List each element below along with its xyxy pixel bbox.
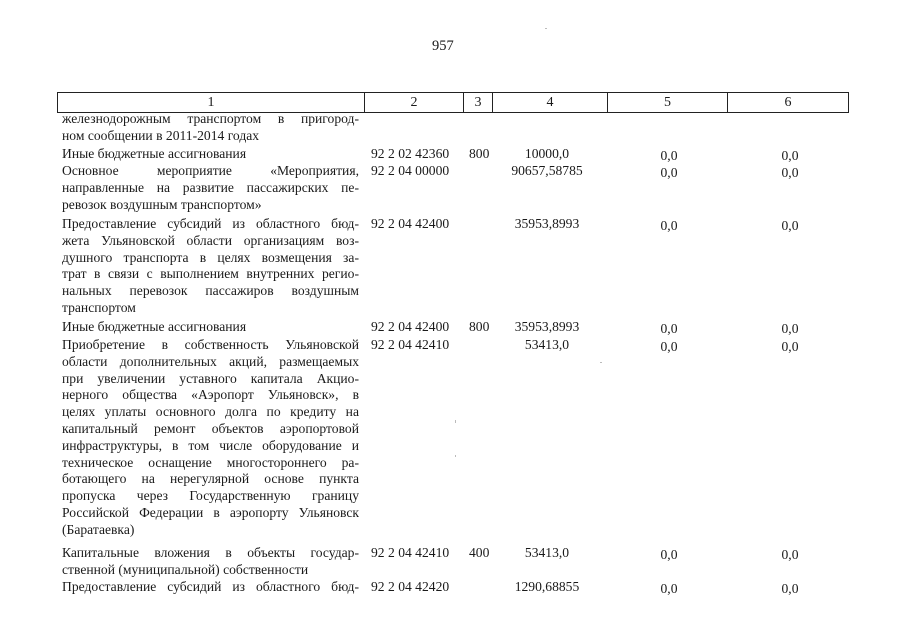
target-code: 92 2 04 42400: [371, 319, 450, 334]
scan-artifact: [455, 455, 456, 457]
amount-col-4: 35953,8993: [514, 319, 580, 334]
description-line: ревозок воздушным транспортом»: [62, 196, 262, 212]
description-line: Предоставление субсидий из областного бюд-: [62, 579, 359, 594]
amount-col-6: 0,0: [781, 339, 799, 354]
amount-col-6: 0,0: [781, 321, 799, 336]
amount-col-4: 53413,0: [524, 337, 570, 352]
description-line: Приобретение в собственность Ульяновской: [62, 337, 359, 352]
table-row-description: [62, 216, 359, 317]
amount-col-5: 0,0: [660, 339, 678, 354]
description-line: Российской Федерации в аэропорту Ульяновск: [62, 504, 359, 520]
description-line: ном сообщении в 2011-2014 годах: [62, 127, 260, 143]
description-line: (Баратаевка): [62, 521, 135, 537]
description-line: инфраструктуры, в том числе оборудование и: [62, 437, 359, 453]
header-col-3: 3: [464, 93, 493, 113]
amount-col-4: 53413,0: [524, 545, 570, 560]
page-number: 957: [432, 38, 454, 54]
table-row-description: [62, 337, 359, 539]
amount-col-5: 0,0: [660, 218, 678, 233]
description-line: железнодорожным транспортом в пригород-: [62, 111, 359, 126]
description-line: капитальный ремонт объектов аэропортовой: [62, 420, 359, 436]
target-code: 92 2 04 42420: [371, 579, 450, 594]
description-line: пропуска через Государственную границу: [62, 488, 359, 504]
amount-col-5: 0,0: [660, 148, 678, 163]
amount-col-6: 0,0: [781, 581, 799, 596]
description-line: Капитальные вложения в объекты государ-: [62, 545, 359, 560]
table-row-description: [62, 146, 359, 163]
description-line: ственной (муниципальной) собственности: [62, 561, 309, 577]
amount-col-5: 0,0: [660, 547, 678, 562]
table-row-description: [62, 579, 359, 596]
amount-col-5: 0,0: [660, 321, 678, 336]
amount-col-4: 35953,8993: [514, 216, 580, 231]
header-col-1: 1: [58, 93, 365, 113]
target-code: 92 2 04 42400: [371, 216, 450, 231]
table-row-description: [62, 319, 359, 336]
description-line: Предоставление субсидий из областного бюд-: [62, 216, 359, 231]
description-line: Иные бюджетные ассигнования: [62, 319, 247, 334]
amount-col-4: 90657,58785: [511, 163, 583, 178]
amount-col-5: 0,0: [660, 581, 678, 596]
description-line: техническое оснащение многостороннего ра-: [62, 454, 359, 470]
expense-type: 800: [469, 146, 490, 161]
amount-col-6: 0,0: [781, 547, 799, 562]
description-line: нерного общества «Аэропорт Ульяновск», в: [62, 387, 359, 403]
description-line: Иные бюджетные ассигнования: [62, 146, 247, 161]
header-col-5: 5: [608, 93, 728, 113]
target-code: 92 2 04 00000: [371, 163, 450, 178]
target-code: 92 2 02 42360: [371, 146, 450, 161]
table-row-description: [62, 545, 359, 579]
expense-type: 400: [469, 545, 490, 560]
table-header: [57, 92, 849, 113]
header-col-6: 6: [728, 93, 849, 113]
scan-artifact: [600, 362, 602, 363]
description-line: нальных перевозок пассажиров воздушным: [62, 283, 359, 299]
description-line: области дополнительных акций, размещаемых: [62, 353, 359, 369]
table-row-description: [62, 163, 359, 213]
description-line: жета Ульяновской области организациям воз-: [62, 232, 359, 248]
description-line: целях уплаты основного долга по кредиту на: [62, 404, 359, 420]
description-line: направленные на развитие пассажирских пе-: [62, 179, 359, 195]
expense-type: 800: [469, 319, 490, 334]
amount-col-6: 0,0: [781, 218, 799, 233]
description-line: Основное мероприятие «Мероприятия,: [62, 163, 359, 178]
amount-col-6: 0,0: [781, 165, 799, 180]
description-line: трат в связи с выполнением внутренних регио-: [62, 266, 359, 282]
amount-col-4: 10000,0: [524, 146, 570, 161]
description-line: ботающего на нерегулярной основе пункта: [62, 471, 359, 487]
header-col-2: 2: [365, 93, 464, 113]
scan-artifact: [545, 28, 547, 29]
amount-col-4: 1290,68855: [514, 579, 580, 594]
scan-artifact: [455, 420, 456, 423]
description-line: при увеличении уставного капитала Акцио-: [62, 370, 359, 386]
header-col-4: 4: [493, 93, 608, 113]
amount-col-6: 0,0: [781, 148, 799, 163]
target-code: 92 2 04 42410: [371, 337, 450, 352]
description-line: душного транспорта в целях возмещения за-: [62, 249, 359, 265]
amount-col-5: 0,0: [660, 165, 678, 180]
description-line: транспортом: [62, 299, 136, 315]
target-code: 92 2 04 42410: [371, 545, 450, 560]
table-row-description: [62, 111, 359, 145]
